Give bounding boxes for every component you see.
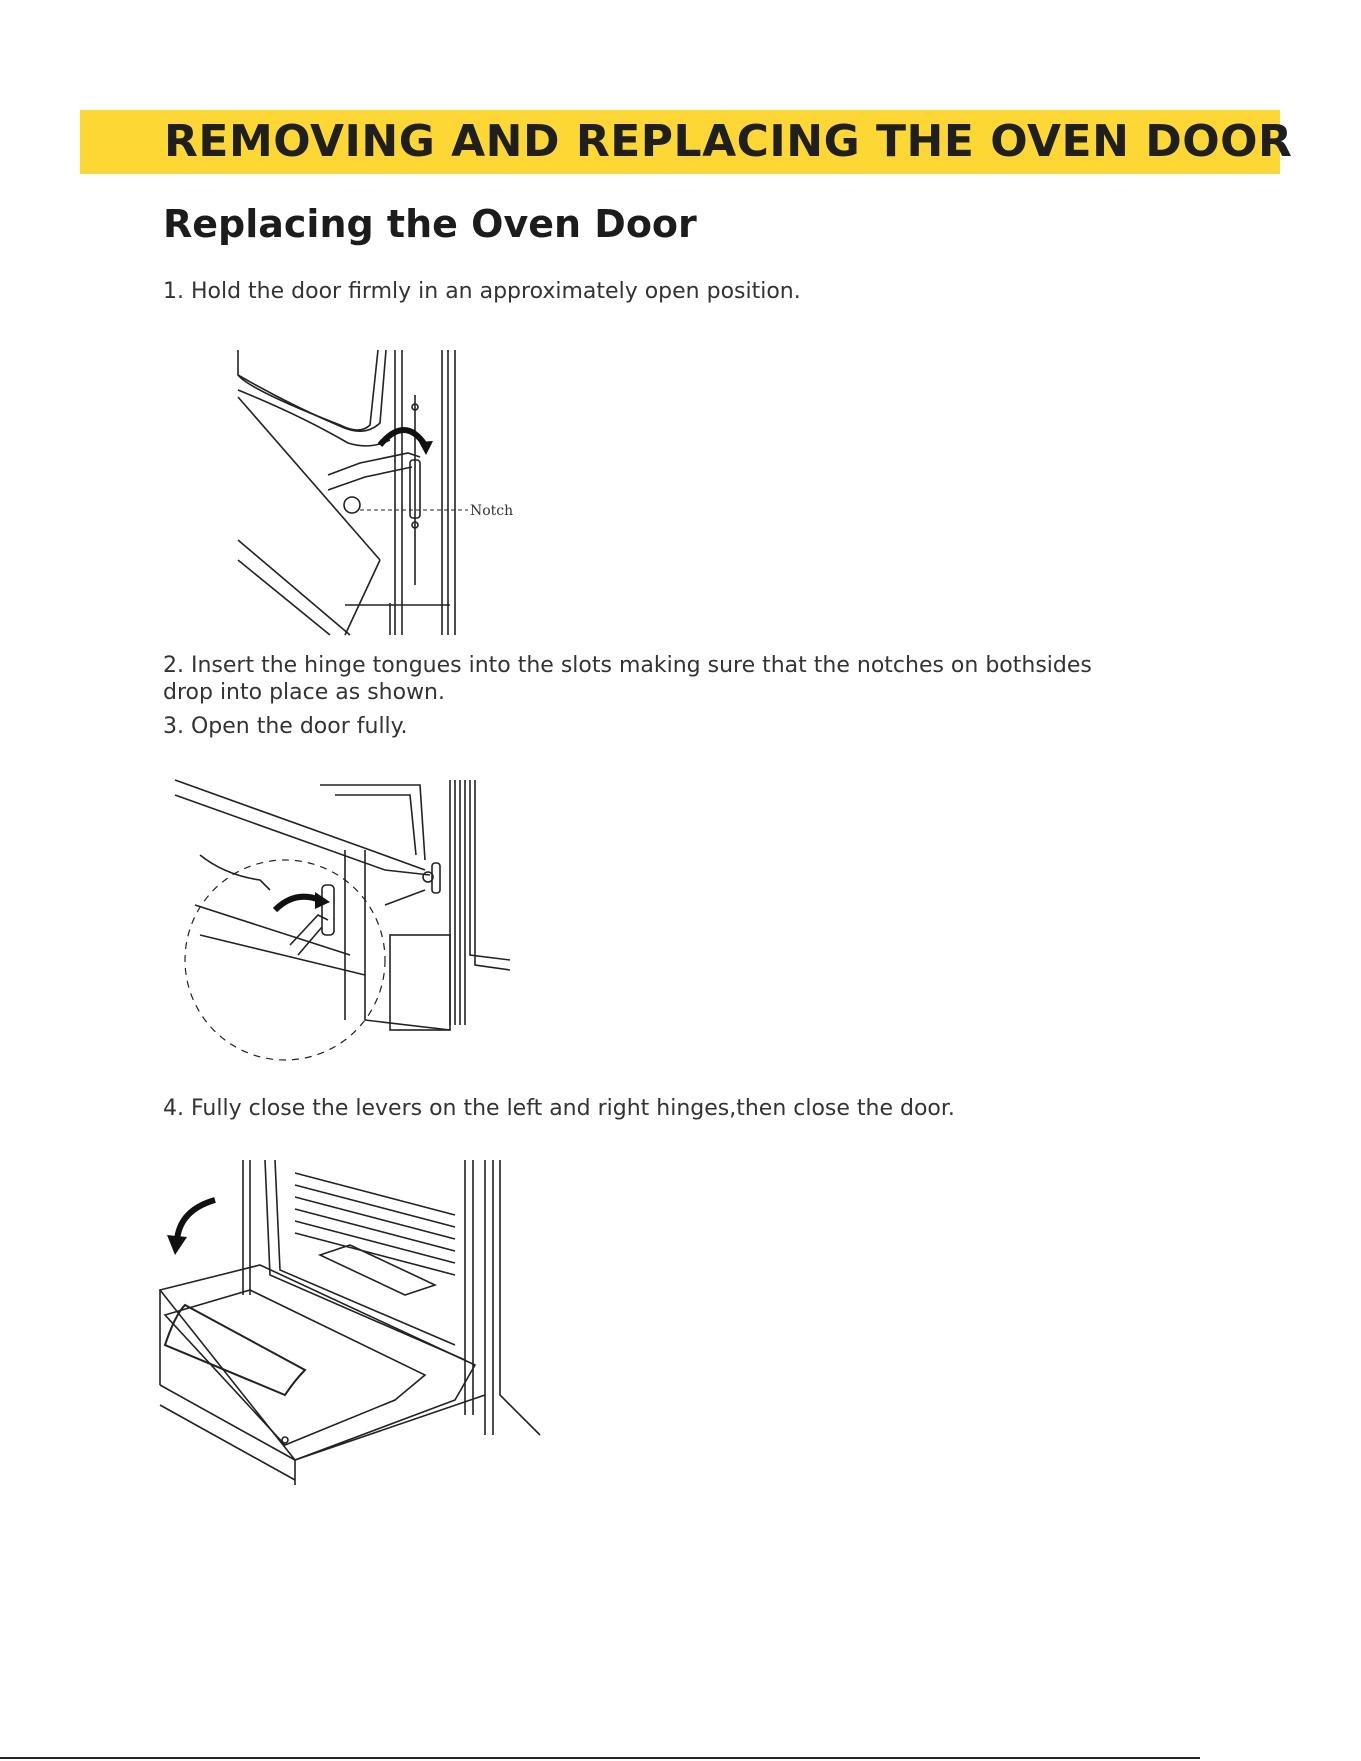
step-1-text: 1. Hold the door firmly in an approximately open position.: [163, 279, 801, 304]
figure-oven-fully-open: [155, 1155, 545, 1490]
section-title: Replacing the Oven Door: [163, 202, 697, 246]
figure-hinge-notch: [230, 345, 530, 640]
footer-rule: [0, 1757, 1200, 1759]
notch-callout-label: Notch: [470, 503, 514, 519]
step-3-text: 3. Open the door fully.: [163, 714, 408, 739]
figure-door-open-hinge: [170, 775, 510, 1065]
step-2-text-line1: 2. Insert the hinge tongues into the slots making sure that the notches on bothsides: [163, 653, 1092, 678]
step-2-text-line2: drop into place as shown.: [163, 680, 445, 705]
step-4-text: 4. Fully close the levers on the left and right hinges,then close the door.: [163, 1096, 955, 1121]
page-title: REMOVING AND REPLACING THE OVEN DOOR: [164, 116, 1293, 167]
title-banner: [80, 110, 1293, 174]
